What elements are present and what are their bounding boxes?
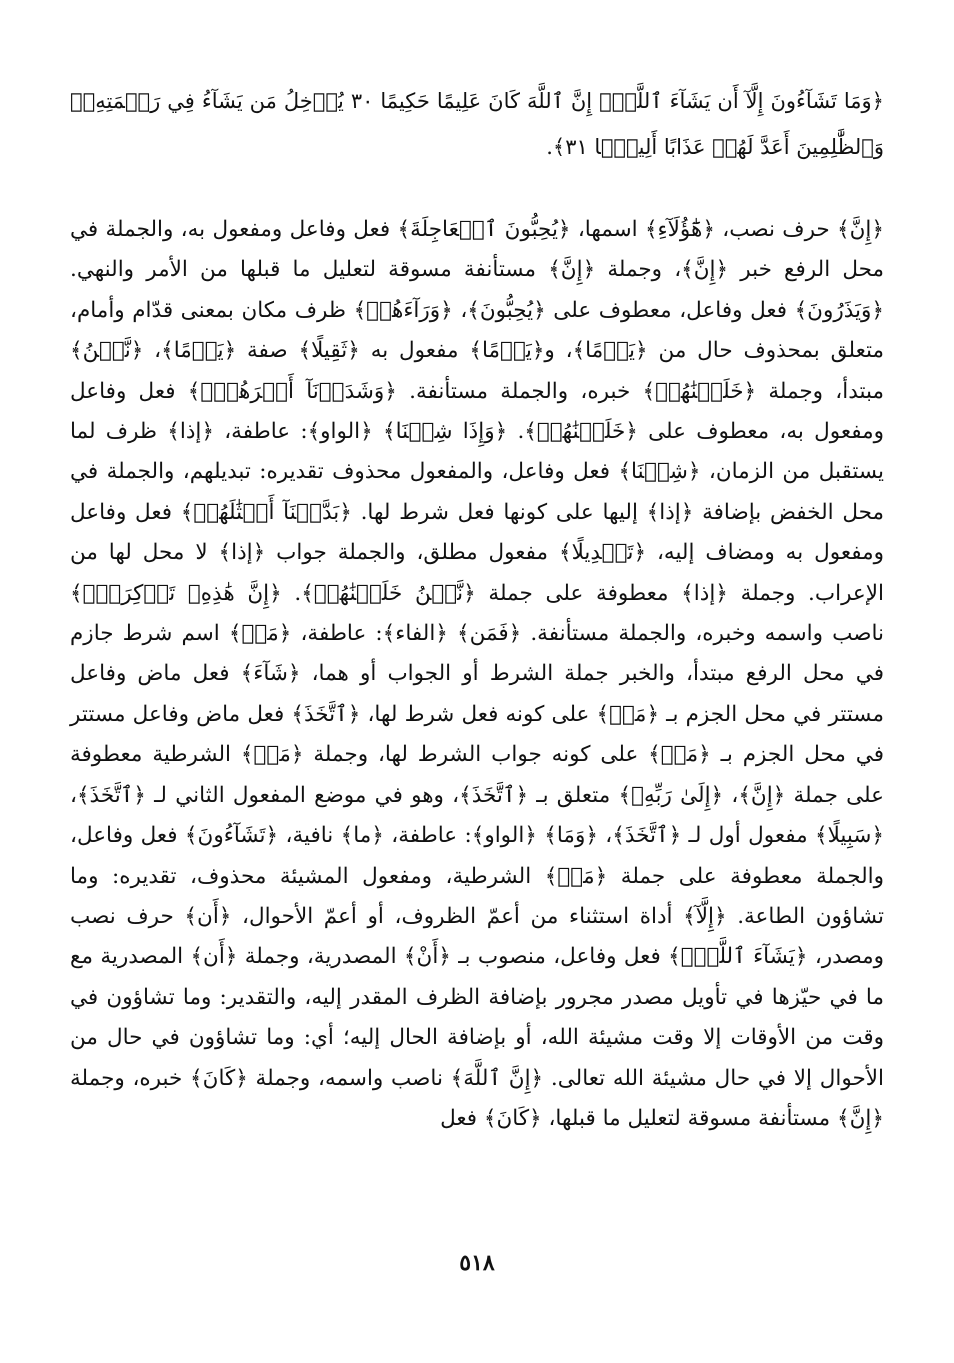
page-number: ٥١٨ bbox=[459, 1250, 495, 1276]
quran-verse: ﴿وَمَا تَشَآءُونَ إِلَّآ أَن يَشَآءَ ٱللَّهُۚ إِنَّ ٱللَّهَ كَانَ عَلِيمًا حَكِيمًا ٣٠ يُدۡخِلُ مَن يَشَآءُ فِي رَحۡمَتِهِۦۚ وَٱلظَّٰلِمِينَ أَعَدَّ لَهُمۡ عَذَابًا أَلِيمَۢا ٣١﴾. bbox=[70, 89, 884, 159]
page-content bbox=[70, 78, 884, 1139]
grammar-paragraph: ﴿إِنَّ﴾ حرف نصب، ﴿هَٰٓؤُلَآءِ﴾ اسمها، ﴿يُحِبُّونَ ٱلۡعَاجِلَةَ﴾ فعل وفاعل ومفعول به، والجملة في محل الرفع خبر ﴿إِنَّ﴾، وجملة ﴿إِنَّ﴾ مستأنفة مسوقة لتعليل ما قبلها من الأمر والنهي. ﴿وَيَذَرُونَ﴾ فعل وفاعل، معطوف على ﴿يُحِبُّونَ﴾، ﴿وَرَآءَهُمۡ﴾ ظرف مكان بمعنى قدّام وأمام، متعلق بمحذوف حال من ﴿يَوۡمًا﴾، و﴿يَوۡمًا﴾ مفعول به ﴿ثَقِيلًا﴾ صفة ﴿يَوۡمًا﴾، ﴿نَّحۡنُ﴾ مبتدأ، وجملة ﴿خَلَقۡنَٰهُمۡ﴾ خبره، والجملة مستأنفة. ﴿وَشَدَدۡنَآ أَسۡرَهُمۡۖ﴾ فعل وفاعل ومفعول به، معطوف على ﴿خَلَقۡنَٰهُمۡ﴾. ﴿وَإِذَا شِئۡنَا﴾ ﴿الواو﴾: عاطفة، ﴿إذا﴾ ظرف لما يستقبل من الزمان، ﴿شِئۡنَا﴾ فعل وفاعل، والمفعول محذوف تقديره: تبديلهم، والجملة في محل الخفض بإضافة ﴿إذا﴾ إليها على كونها فعل شرط لها. ﴿بَدَّلۡنَآ أَمۡثَٰلَهُمۡ﴾ فعل وفاعل ومفعول به ومضاف إليه، ﴿تَبۡدِيلًا﴾ مفعول مطلق، والجملة جواب ﴿إذا﴾ لا محل لها من الإعراب. وجملة ﴿إذا﴾ معطوفة على جملة ﴿نَّحۡنُ خَلَقۡنَٰهُمۡ﴾. ﴿إِنَّ هَٰذِهِۦ تَذۡكِرَةٞۖ﴾ ناصب واسمه وخبره، والجملة مستأنفة. ﴿فَمَن﴾ ﴿الفاء﴾: عاطفة، ﴿مَنۡ﴾ اسم شرط جازم في محل الرفع مبتدأ، والخبر جملة الشرط أو الجواب أو هما، ﴿شَآءَ﴾ فعل ماض وفاعل مستتر في محل الجزم بـ ﴿مَنۡ﴾ على كونه فعل شرط لها، ﴿ٱتَّخَذَ﴾ فعل ماض وفاعل مستتر في محل الجزم بـ ﴿مَنۡ﴾ على كونه جواب الشرط لها، وجملة ﴿مَنۡ﴾ الشرطية معطوفة على جملة ﴿إِنَّ﴾، ﴿إِلَىٰ رَبِّهِۦ﴾ متعلق بـ ﴿ٱتَّخَذَ﴾، وهو في موضع المفعول الثاني لـ ﴿ٱتَّخَذَ﴾، ﴿سَبِيلًا﴾ مفعول أول لـ ﴿ٱتَّخَذَ﴾، ﴿وَمَا﴾ ﴿الواو﴾: عاطفة، ﴿ما﴾ نافية، ﴿تَشَآءُونَ﴾ فعل وفاعل، والجملة معطوفة على جملة ﴿مَنۡ﴾ الشرطية، ومفعول المشيئة محذوف، تقديره: وما تشاؤون الطاعة. ﴿إِلَّآ﴾ أداة استثناء من أعمّ الظروف، أو أعمّ الأحوال، ﴿أَن﴾ حرف نصب ومصدر، ﴿يَشَآءَ ٱللَّهُۚ﴾ فعل وفاعل، منصوب بـ ﴿أَنْ﴾ المصدرية، وجملة ﴿أَن﴾ المصدرية مع ما في حيّزها في تأويل مصدر مجرور بإضافة الظرف المقدر إليه، والتقدير: وما تشاؤون في وقت من الأوقات إلا وقت مشيئة الله، أو بإضافة الحال إليه؛ أي: وما تشاؤون في حال من الأحوال إلا في حال مشيئة الله تعالى. ﴿إِنَّ ٱللَّهَ﴾ ناصب واسمه، وجملة ﴿كَانَ﴾ خبره، وجملة ﴿إِنَّ﴾ مستأنفة مسوقة لتعليل ما قبلها، ﴿كَانَ﴾ فعل bbox=[70, 217, 884, 1131]
